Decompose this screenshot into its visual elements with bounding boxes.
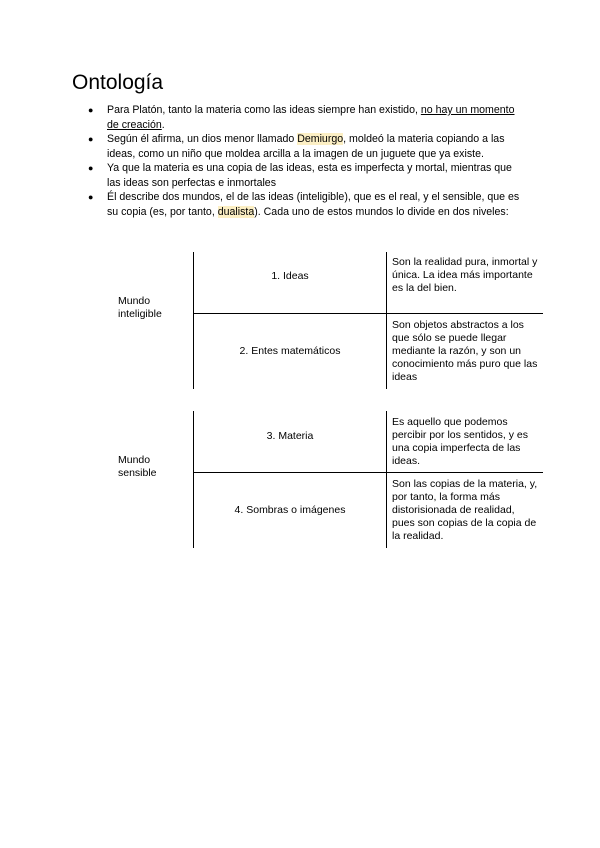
level-cell: 4. Sombras o imágenes bbox=[234, 504, 346, 516]
level-cell: 3. Materia bbox=[266, 430, 314, 442]
bullet-dot-icon: ● bbox=[88, 192, 94, 202]
world-label: Mundo inteligible bbox=[118, 295, 162, 320]
bullet-item bbox=[88, 132, 528, 161]
level-cell: 2. Entes matemáticos bbox=[239, 345, 341, 357]
bullet-text: Para Platón, tanto la materia como las ideas siempre han existido, bbox=[107, 104, 421, 116]
bullet-dot-icon: ● bbox=[88, 134, 94, 144]
divider bbox=[386, 252, 387, 389]
divider bbox=[386, 411, 387, 548]
divider bbox=[193, 313, 543, 314]
description-cell: Son objetos abstractos a los que sólo se puede llegar mediante la razón, y son un conocimiento más puro que las ideas bbox=[392, 319, 538, 383]
page-title: Ontología bbox=[72, 71, 164, 94]
bullet-text: ). Cada uno de estos mundos lo divide en dos niveles: bbox=[254, 205, 509, 218]
bullet-item bbox=[88, 161, 528, 190]
bullet-text: Según él afirma, un dios menor llamado bbox=[107, 133, 298, 145]
highlighted-text: dualista bbox=[217, 205, 255, 218]
bullet-text: . bbox=[161, 118, 165, 131]
highlighted-text: Demiurgo bbox=[297, 133, 344, 145]
bullet-dot-icon: ● bbox=[88, 105, 94, 115]
bullet-dot-icon: ● bbox=[88, 163, 94, 173]
bullet-item bbox=[88, 190, 528, 219]
description-cell: Son la realidad pura, inmortal y única. La idea más importante es la del bien. bbox=[392, 256, 538, 294]
divider bbox=[193, 472, 543, 473]
bullet-text: , moldeó la materia copiando a las ideas, como un niño que moldea arcilla a la imagen de un juguete que ya existe. bbox=[107, 133, 505, 160]
table-mundo-sensible bbox=[118, 411, 543, 548]
table-mundo-inteligible bbox=[118, 252, 543, 389]
description-cell: Es aquello que podemos percibir por los sentidos, y es una copia imperfecta de las ideas. bbox=[392, 416, 528, 467]
level-cell: 1. Ideas bbox=[271, 270, 309, 282]
bullet-text: Él describe dos mundos, el de las ideas (inteligible), que es el real, y el sensible, que es su copia (es, por tanto, bbox=[107, 191, 520, 218]
bullet-text: Ya que la materia es una copia de las ideas, esta es imperfecta y mortal, mientras que las ideas son perfectas e inmortales bbox=[107, 162, 512, 189]
underlined-text: no hay un momento de creación bbox=[107, 104, 515, 131]
world-label: Mundo sensible bbox=[118, 454, 157, 479]
description-cell: Son las copias de la materia, y, por tanto, la forma más distorisionada de realidad, pues son copias de la copia de la realidad. bbox=[392, 478, 538, 542]
bullet-list bbox=[88, 103, 528, 219]
bullet-item bbox=[88, 103, 528, 132]
